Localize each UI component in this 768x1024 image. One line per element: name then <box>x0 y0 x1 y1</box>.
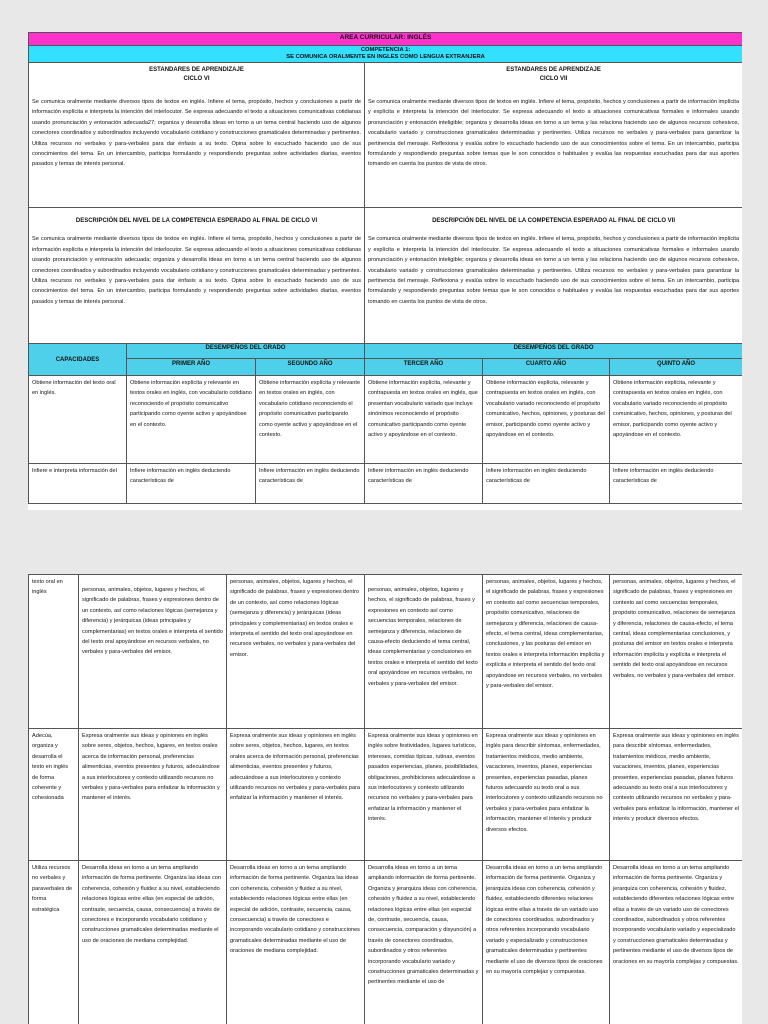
table-row <box>29 376 743 464</box>
standard-title: ESTANDARES DE APRENDIZAJE <box>506 67 601 73</box>
standard-text: Se comunica oralmente mediante diversos tipos de textos en inglés. Infiere el tema, propósito, hechos y conclusiones a partir de información implícita y explícita e interpreta la intención del interlocutor. Se expresa adecuando el texto a situaciones comunicativas formales e informales usando pronunciación y entonación inteligible; organiza y desarrolla ideas en torno a un tema y las relaciona haciendo uso de algunos recursos cohesivos, vocabulario variado y construcciones gramaticales determinadas y pertinentes. Utiliza recursos no verbales y para-verbales para garantizar la pertinencia del mensaje. Reflexiona y evalúa sobre lo escuchado haciendo uso de sus conocimientos sobre el tema. En un intercambio, participa formulando y respondiendo preguntas sobre temas que le son conocidos o habituales y evalúa las respuestas escuchadas para dar sus aportes tomando en cuenta los puntos de vista de otros. <box>368 99 740 168</box>
year-header-1: PRIMER AÑO <box>127 359 256 376</box>
description-title: DESCRIPCIÓN DEL NIVEL DE LA COMPETENCIA ESPERADO AL FINAL DE CICLO VI <box>75 218 318 224</box>
performance-cell: Obtiene información explícita y relevante en textos orales en inglés, con vocabulario cotidiano reconociendo el propósito comunicativo participando como oyente activo y apoyándose en el contexto. <box>256 376 365 464</box>
performance-cell: personas, animales, objetos, lugares y hechos, el significado de palabras, frases y expresiones en contexto así como secuencias temporales, propósito comunicativo, relaciones de semejanza y diferencia, relaciones de causa-efecto, el tema central, ideas complementarias conclusiones, y posturas del emisor en textos orales e interpreta información implícita y explícita e interpreta el sentido del texto oral apoyándose en recursos verbales, no verbales y para-verbales del emisor. <box>610 575 743 729</box>
description-cycle-vi <box>29 208 365 344</box>
competence-name: SE COMUNICA ORALMENTE EN INGLES COMO LENGUA EXTRANJERA <box>286 54 485 60</box>
standard-cycle-vii <box>365 63 743 208</box>
curriculum-table-page-1 <box>28 32 742 504</box>
year-header-3: TERCER AÑO <box>365 359 483 376</box>
performance-header-right: DESEMPEÑOS DEL GRADO <box>365 344 743 359</box>
standard-title: ESTANDARES DE APRENDIZAJE <box>149 67 244 73</box>
year-header-4: CUARTO AÑO <box>483 359 610 376</box>
description-title: DESCRIPCIÓN DEL NIVEL DE LA COMPETENCIA ESPERADO AL FINAL DE CICLO VII <box>432 218 675 224</box>
competence-number: COMPETENCIA 1: <box>360 47 411 53</box>
performance-cell: Desarrolla ideas en torno a un tema ampliando información de forma pertinente. Organiza las ideas con coherencia, cohesión y fluidez a su nivel, estableciendo relaciones lógicas entre ellas (en especial de adición, contraste, secuencia, causa, consecuencia) a través de conectores e incorporando vocabulario cotidiano y construcciones gramaticales determinadas mediante el uso de oraciones de mediana complejidad. <box>79 861 227 1024</box>
capacity-cell: Adecúa, organiza y desarrolla el texto en inglés de forma coherente y cohesionada <box>29 729 79 861</box>
description-text: Se comunica oralmente mediante diversos tipos de textos en inglés. Infiere el tema, propósito, hechos y conclusiones a partir de información implícita y explícita e interpreta la intención del interlocutor. Se expresa adecuando el texto a situaciones comunicativas formales e informales usando pronunciación y entonación inteligible; organiza y desarrolla ideas en torno a un tema y las relaciona haciendo uso de algunos recursos cohesivos, vocabulario variado y construcciones gramaticales determinadas y pertinentes. Utiliza recursos no verbales y para-verbales para garantizar la pertinencia del mensaje. Reflexiona y evalúa sobre lo escuchado haciendo uso de sus conocimientos sobre el tema. En un intercambio, participa formulando y respondiendo preguntas sobre temas que le son conocidos o habituales y evalúa las respuestas escuchadas para dar sus aportes tomando en cuenta los puntos de vista de otros. <box>368 236 740 305</box>
capacity-cell: Infiere e interpreta información del <box>29 464 127 504</box>
description-text: Se comunica oralmente mediante diversos tipos de textos en inglés. Infiere el tema, propósito, hechos y conclusiones a partir de información explícita e interpreta la intención del interlocutor. Se expresa adecuando el texto a situaciones comunicativas cotidianas usando pronunciación y entonación adecuada; organiza y desarrolla ideas en torno a un tema central haciendo uso de algunos conectores coordinados y subordinados incluyendo vocabulario cotidiano y construcciones gramaticales determinadas y pertinentes. Utiliza recursos no verbales y para-verbales para dar énfasis a su texto. Opina sobre lo escuchado haciendo uso de sus conocimientos del tema. En un intercambio, participa formulando y respondiendo preguntas sobre actividades diarias, eventos pasados y temas de interés personal. <box>32 236 361 305</box>
table-row <box>29 729 743 861</box>
performance-cell: personas, animales, objetos, lugares y hechos, el significado de palabras, frases y expresiones dentro de un contexto, así como relaciones lógicas (semejanza y diferencia) y jerárquicas (ideas principales y complementarias) en textos orales e interpreta el sentido del texto oral apoyándose en recursos verbales, no verbales y para-verbales del emisor. <box>79 575 227 729</box>
performance-cell: Infiere información en inglés deduciendo características de <box>483 464 610 504</box>
performance-cell: Infiere información en inglés deduciendo características de <box>365 464 483 504</box>
performance-cell: Obtiene información explícita, relevante y contrapuesta en textos orales en inglés, que presentan vocabulario variado que incluye sinónimos reconociendo el propósito comunicativo participando como oyente activo y apoyándose en el contexto. <box>365 376 483 464</box>
performance-cell: Desarrolla ideas en torno a un tema ampliando información de forma pertinente. Organiza y jerarquiza con coherencia, cohesión y fluidez, estableciendo diferentes relaciones lógicas entre ellas a través de un variado uso de conectores coordinados, subordinados y otros referentes incorporando vocabulario variado y especializado y construcciones gramaticales determinadas y pertinentes mediante el uso de diversos tipos de oraciones en su mayoría complejas y compuestas. <box>610 861 743 1024</box>
performance-cell: Desarrolla ideas en torno a un tema ampliando información de forma pertinente. Organiza las ideas con coherencia, cohesión y fluidez a su nivel, estableciendo relaciones lógicas entre ellas (en especial de adición, contraste, secuencia, causa, consecuencia) a través de conectores e incorporando vocabulario cotidiano y construcciones gramaticales determinadas mediante el uso de oraciones de mediana complejidad. <box>227 861 365 1024</box>
year-header-2: SEGUNDO AÑO <box>256 359 365 376</box>
performance-cell: Desarrolla ideas en torno a un tema ampliando información de forma pertinente. Organiza y jerarquiza ideas con coherencia, cohesión y fluidez, estableciendo diferentes relaciones lógicas entre ellas a través de un variado uso de conectores coordinados, subordinados y otros referentes incorporando vocabulario variado y especializado y construcciones gramaticales determinadas y pertinentes mediante el uso de diversos tipos de oraciones en su mayoría complejas y compuestas. <box>483 861 610 1024</box>
performance-cell: Obtiene información explícita, relevante y contrapuesta en textos orales en inglés, con vocabulario variado reconociendo el propósito comunicativo, hechos, opiniones, y posturas del emisor, participando como oyente activo y apoyándose en el contexto. <box>483 376 610 464</box>
year-header-5: QUINTO AÑO <box>610 359 743 376</box>
performance-cell: personas, animales, objetos, lugares y hechos, el significado de palabras, frases y expresiones en contexto así como secuencias temporales, relaciones de semejanza y diferencia, relaciones de causa-efecto deduciendo el tema central, ideas complementarias y conclusiones en textos orales e interpreta el sentido del texto oral apoyándose en recursos verbales, no verbales y para-verbales del emisor. <box>365 575 483 729</box>
area-title: AREA CURRICULAR: INGLÉS <box>29 33 743 46</box>
performance-cell: Desarrolla ideas en torno a un tema ampliando información de forma pertinente. Organiza y jerarquiza ideas con coherencia, cohesión y fluidez a su nivel, estableciendo relaciones lógicas entre ellas (en especial de, contraste, secuencia, causa, consecuencia, comparación y disyunción) a través de conectores coordinados, subordinados y otros referentes incorporando vocabulario variado y construcciones gramaticales determinadas y pertinentes mediante el uso de <box>365 861 483 1024</box>
performance-cell: Expresa oralmente sus ideas y opiniones en inglés sobre seres, objetos, hechos, lugares, en textos orales acerca de información personal, preferencias alimenticias, eventos presentes y futuros, adecuándose a sus interlocutores y contexto utilizando recursos no verbales y para-verbales para enfatizar la información y mantener el interés. <box>227 729 365 861</box>
performance-cell: Expresa oralmente sus ideas y opiniones en inglés para describir síntomas, enfermedades, tratamientos médicos, medio ambiente, vacaciones, inventos, planes, experiencias presentes, experiencias pasadas, planes futuros adecuando su texto oral a sus interlocutores y contexto utilizando recursos no verbales y para-verbales para enfatizar la información, mantener el interés y producir diversos efectos. <box>483 729 610 861</box>
capacity-cell: Utiliza recursos no verbales y paraverbales de forma estratégica <box>29 861 79 1024</box>
capacity-cell: texto oral en inglés <box>29 575 79 729</box>
performance-cell: Obtiene información explícita, relevante y contrapuesta en textos orales en inglés, con vocabulario variado reconociendo el propósito comunicativo, hechos, opiniones, y posturas del emisor, participando como oyente activo y apoyándose en el contexto. <box>610 376 743 464</box>
performance-cell: Infiere información en inglés deduciendo características de <box>610 464 743 504</box>
table-row <box>29 861 743 1024</box>
performance-header-left: DESEMPEÑOS DEL GRADO <box>127 344 365 359</box>
standard-cycle: CICLO VII <box>539 76 568 82</box>
document-page-2 <box>28 574 742 1024</box>
performance-cell: Obtiene información explícita y relevante en textos orales en inglés, con vocabulario cotidiano reconociendo el propósito comunicativo participando como oyente activo y apoyándose en el contexto. <box>127 376 256 464</box>
table-row <box>29 464 743 504</box>
performance-cell: personas, animales, objetos, lugares y hechos, el significado de palabras, frases y expresiones en contexto así como secuencias temporales, propósito comunicativo, relaciones de semejanza y diferencia, relaciones de causa-efecto, el tema central, ideas complementarias, conclusiones, y las posturas del emisor en textos orales e interpreta información implícita y explícita e interpreta el sentido del texto oral apoyándose en recursos verbales, no verbales y para-verbales del emisor. <box>483 575 610 729</box>
standard-cycle-vi <box>29 63 365 208</box>
performance-cell: Expresa oralmente sus ideas y opiniones en inglés para describir síntomas, enfermedades, tratamientos médicos, medio ambiente, vacaciones, inventos, planes, experiencias presentes, experiencias pasadas, planes futuros adecuando su texto oral a sus interlocutores y contexto utilizando recursos no verbales y para-verbales para enfatizar la información, mantener el interés y producir diversos efectos. <box>610 729 743 861</box>
document-page-1 <box>28 32 742 510</box>
performance-cell: Expresa oralmente sus ideas y opiniones en inglés sobre seres, objetos, hechos, lugares, en textos orales acerca de información personal, preferencias alimenticias, eventos presentes y futuros, adecuándose a sus interlocutores y contexto utilizando recursos no verbales y para-verbales para enfatizar la información y mantener el interés. <box>79 729 227 861</box>
capacity-cell: Obtiene información del texto oral en inglés. <box>29 376 127 464</box>
performance-cell: Infiere información en inglés deduciendo características de <box>256 464 365 504</box>
performance-cell: personas, animales, objetos, lugares y hechos, el significado de palabras, frases y expresiones dentro de un contexto, así como relaciones lógicas (semejanza y diferencia) y jerárquicas (ideas principales y complementarias) en textos orales e interpreta el sentido del texto oral apoyándose en recursos verbales, no verbales y para-verbales del emisor. <box>227 575 365 729</box>
standard-cycle: CICLO VI <box>183 76 210 82</box>
performance-cell: Infiere información en inglés deduciendo características de <box>127 464 256 504</box>
capacities-header: CAPACIDADES <box>29 344 127 376</box>
performance-cell: Expresa oralmente sus ideas y opiniones en inglés sobre festividades, lugares turísticos, intereses, comidas típicas, rutinas, eventos pasados experiencias, planes, posibilidades, obligaciones, prohibiciones adecuándose a sus interlocutores y contexto utilizando recursos no verbales y para-verbales para enfatizar la información y mantener el interés. <box>365 729 483 861</box>
table-row <box>29 575 743 729</box>
standard-text: Se comunica oralmente mediante diversos tipos de textos en inglés. Infiere el tema, propósito, hechos y conclusiones a partir de información explícita e interpreta la intención del interlocutor. Se expresa adecuando el texto a situaciones comunicativas cotidianas usando pronunciación y entonación adecuada27; organiza y desarrolla ideas en torno a un tema central haciendo uso de algunos conectores coordinados y subordinados incluyendo vocabulario cotidiano y construcciones gramaticales determinadas y pertinentes. Utiliza recursos no verbales y para-verbales para dar énfasis a su texto. Opina sobre lo escuchado haciendo uso de sus conocimientos del tema. En un intercambio, participa formulando y respondiendo preguntas sobre actividades diarias, eventos pasados y temas de interés personal. <box>32 99 361 168</box>
competence-banner <box>29 46 743 63</box>
curriculum-table-page-2 <box>28 574 742 1024</box>
description-cycle-vii <box>365 208 743 344</box>
